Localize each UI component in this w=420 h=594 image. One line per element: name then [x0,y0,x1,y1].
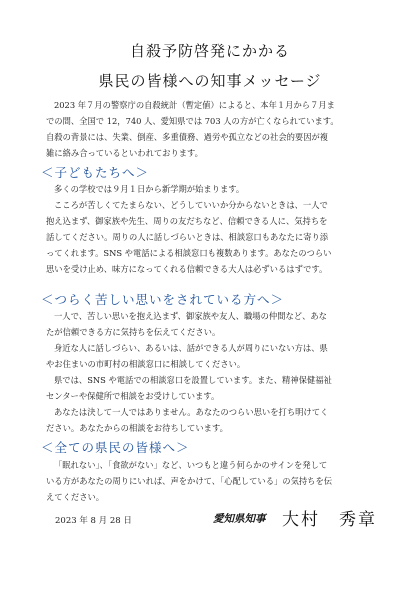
text-line: 話してください。周りの人に話しづらいときは、相談窓口もあなたに寄り添 [46,232,329,242]
text-line: 抱え込まず、御家族や先生、周りの友だちなど、信頼できる人に、気持ちを [46,216,328,226]
section-heading-children: ＜子どもたちへ＞ [41,165,150,180]
text-line: ってくれます。SNS や電話による相談窓口も複数あります。あなたのつらい [46,248,332,258]
text-line: 県では、SNS や電話での相談窓口を設置しています。また、精神保健福祉 [54,375,332,385]
text-line: 多くの学校では９月１日から新学期が始まります。 [54,184,245,194]
text-line: やお住まいの市町村の相談窓口に相談してください。 [46,359,246,369]
text-line: 身近な人に話しづらい、あるいは、話ができる人が周りにいない方は、県 [54,343,328,353]
section-heading-suffering: ＜つらく苦しい思いをされている方へ＞ [41,292,285,307]
text-line: 一人で、苦しい思いを抱え込まず、御家族や友人、職場の仲間など、あな [54,311,327,321]
text-line: センターや保健所で相談をお受けしています。 [46,391,220,401]
text-line: 2023 年７月の警察庁の自殺統計（暫定値）によると、本年１月から７月ま [54,100,335,110]
page-subtitle: 県民の皆様への知事メッセージ [98,72,322,90]
section-body-children [46,181,380,277]
section-body-suffering [46,308,380,436]
text-line: 「眠れない」、「食欲がない」など、いつもと違う何らかのサインを発して [54,460,328,470]
text-line: こころが苦しくてたまらない、どうしていいか分からないときは、一人で [54,200,328,210]
text-line: あなたは決して一人ではありません。あなたのつらい思いを打ち明けてく [54,407,329,417]
text-line: 自殺の背景には、失業、倒産、多重債務、過労や孤立などの社会的要因が複 [46,132,329,142]
text-line: いる方があなたの周りにいれば、声をかけて、「心配している」の気持ちを伝 [46,476,333,486]
text-line: ださい。あなたからの相談をお待ちしています。 [46,423,228,433]
message-date: 2023 年 8 月 28 日 [55,516,132,526]
section-heading-all-residents: ＜全ての県民の皆様へ＞ [41,440,190,455]
text-line: えてください。 [46,492,105,502]
text-line: での間、全国で 12，740 人、愛知県では 703 人の方が亡くなられています。 [46,116,339,126]
signature-name: 大村 秀章 [282,510,377,530]
page-title: 自殺予防啓発にかかる [129,42,290,60]
text-line: 雑に絡み合っているといわれております。 [46,148,203,158]
intro-paragraph [46,97,380,161]
text-line: 思いを受け止め、味方になってくれる信頼できる大人は必ずいるはずです。 [46,264,328,274]
signature-title: 愛知県知事 [213,513,266,525]
section-body-all-residents [46,457,380,505]
text-line: たが信頼できる方に気持ちを伝えてください。 [46,327,221,337]
